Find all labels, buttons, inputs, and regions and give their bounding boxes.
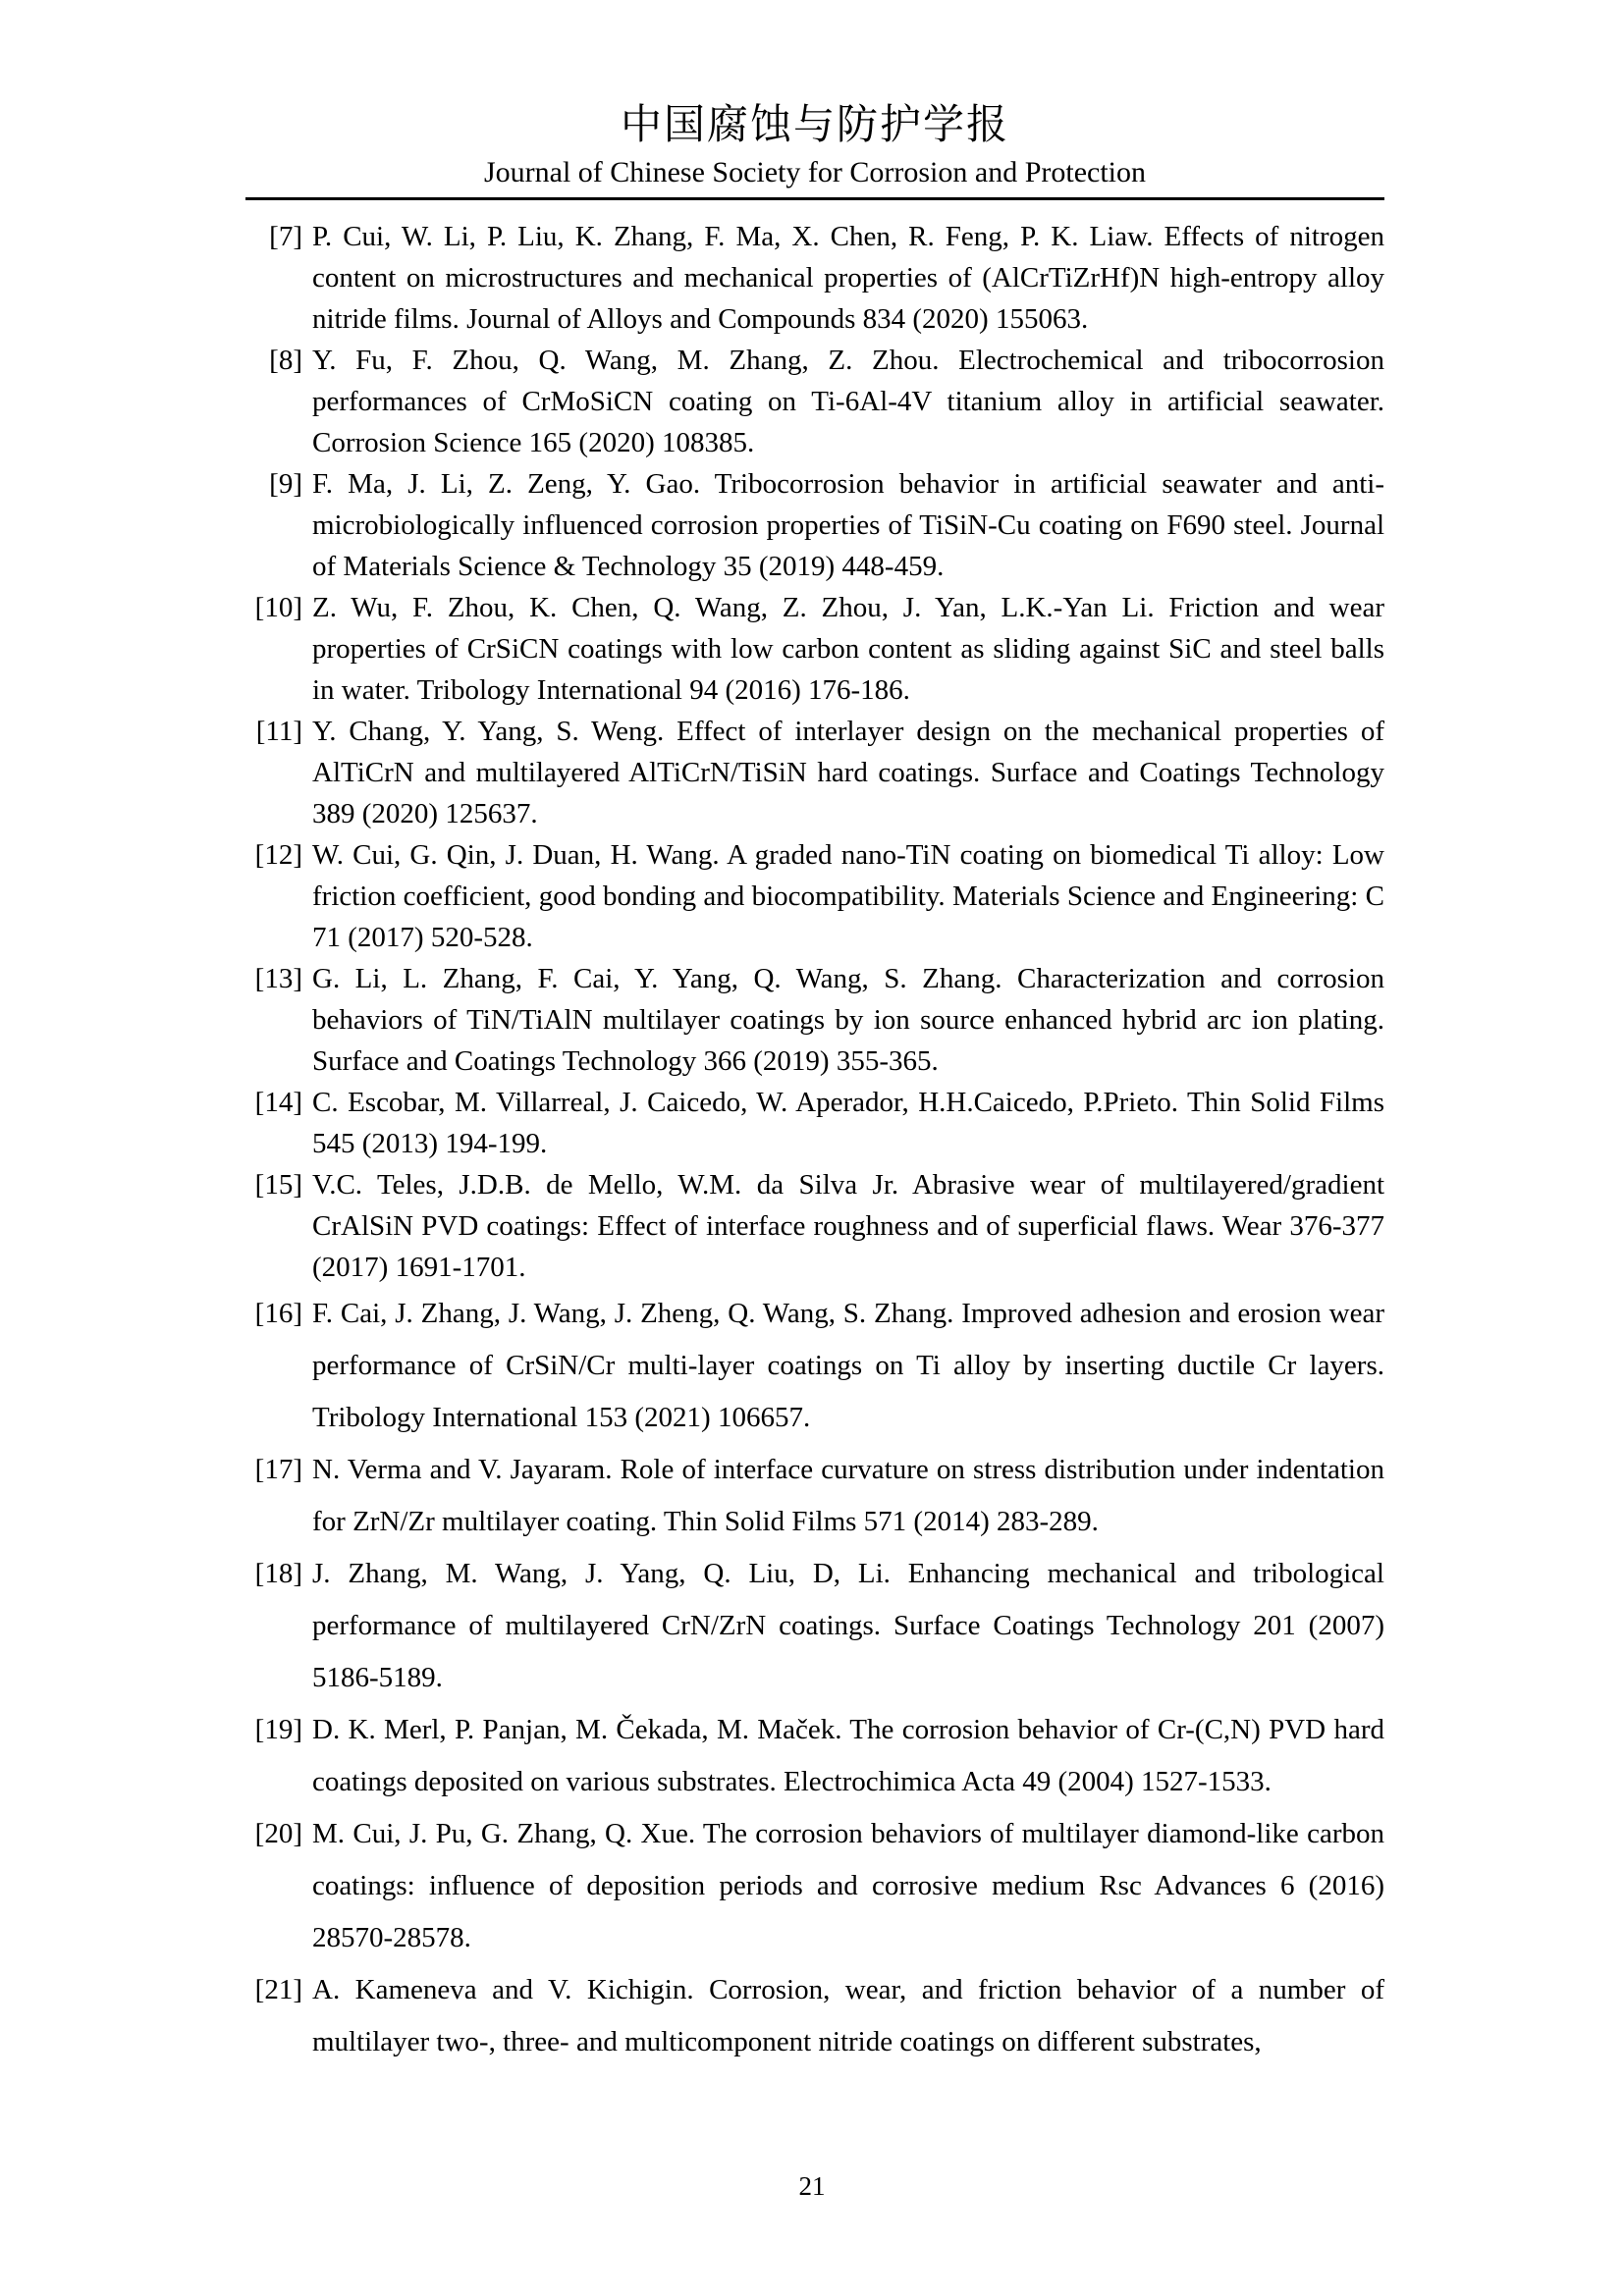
reference-text: F. Ma, J. Li, Z. Zeng, Y. Gao. Tribocorrosion behavior in artificial seawater and anti-microbiologically influenced corrosion properties of TiSiN-Cu coating on F690 steel. Journal of Materials Science & Technology 35 (2019) 448-459. — [312, 468, 1384, 582]
reference-text: J. Zhang, M. Wang, J. Yang, Q. Liu, D, Li. Enhancing mechanical and tribological performance of multilayered CrN/ZrN coatings. Surface Coatings Technology 201 (2007) 5186-5189. — [312, 1558, 1384, 1693]
reference-number: [21] — [254, 1974, 302, 2005]
header-divider — [245, 197, 1384, 200]
journal-title-chinese: 中国腐蚀与防护学报 — [620, 103, 1009, 148]
reference-item — [245, 1964, 1384, 2068]
reference-number: [12] — [254, 839, 302, 871]
reference-number: [13] — [254, 963, 302, 994]
reference-number: [8] — [269, 345, 302, 376]
reference-text: Z. Wu, F. Zhou, K. Chen, Q. Wang, Z. Zhou, J. Yan, L.K.-Yan Li. Friction and wear properties of CrSiCN coatings with low carbon content as sliding against SiC and steel balls in water. Tribology International 94 (2016) 176-186. — [312, 592, 1384, 706]
journal-header — [245, 100, 1384, 200]
reference-text: D. K. Merl, P. Panjan, M. Čekada, M. Maček. The corrosion behavior of Cr-(C,N) PVD hard coatings deposited on various substrates. Electrochimica Acta 49 (2004) 1527-1533. — [312, 1714, 1384, 1797]
reference-number: [15] — [254, 1169, 302, 1201]
reference-text: W. Cui, G. Qin, J. Duan, H. Wang. A graded nano-TiN coating on biomedical Ti alloy: Low friction coefficient, good bonding and biocompatibility. Materials Science and Engineering: C 71 (2017) 520-528. — [312, 839, 1384, 953]
reference-item — [245, 587, 1384, 711]
reference-item — [245, 958, 1384, 1082]
reference-text: M. Cui, J. Pu, G. Zhang, Q. Xue. The corrosion behaviors of multilayer diamond-like carbon coatings: influence of deposition periods and corrosive medium Rsc Advances 6 (2016) 28570-28578. — [312, 1818, 1384, 1953]
reference-text: V.C. Teles, J.D.B. de Mello, W.M. da Silva Jr. Abrasive wear of multilayered/gradient CrAlSiN PVD coatings: Effect of interface roughness and of superficial flaws. Wear 376-377 (2017) 1691-1701. — [312, 1169, 1384, 1283]
page-footer — [0, 2171, 1624, 2202]
reference-text: N. Verma and V. Jayaram. Role of interface curvature on stress distribution under indentation for ZrN/Zr multilayer coating. Thin Solid Films 571 (2014) 283-289. — [312, 1454, 1384, 1537]
reference-item — [245, 1808, 1384, 1964]
references-list — [245, 216, 1384, 2068]
page-number: 21 — [798, 2171, 826, 2201]
reference-number: [11] — [255, 716, 302, 747]
reference-text: Y. Fu, F. Zhou, Q. Wang, M. Zhang, Z. Zhou. Electrochemical and tribocorrosion performances of CrMoSiCN coating on Ti-6Al-4V titanium alloy in artificial seawater. Corrosion Science 165 (2020) 108385. — [312, 345, 1384, 458]
reference-text: G. Li, L. Zhang, F. Cai, Y. Yang, Q. Wang, S. Zhang. Characterization and corrosion behaviors of TiN/TiAlN multilayer coatings by ion source enhanced hybrid arc ion plating. Surface and Coatings Technology 366 (2019) 355-365. — [312, 963, 1384, 1077]
reference-number: [19] — [254, 1714, 302, 1745]
reference-item — [245, 216, 1384, 340]
reference-number: [18] — [254, 1558, 302, 1589]
reference-item — [245, 1082, 1384, 1164]
reference-number: [16] — [254, 1298, 302, 1329]
reference-text: F. Cai, J. Zhang, J. Wang, J. Zheng, Q. Wang, S. Zhang. Improved adhesion and erosion wear performance of CrSiN/Cr multi-layer coatings on Ti alloy by inserting ductile Cr layers. Tribology International 153 (2021) 106657. — [312, 1298, 1384, 1433]
reference-text: Y. Chang, Y. Yang, S. Weng. Effect of interlayer design on the mechanical properties of AlTiCrN and multilayered AlTiCrN/TiSiN hard coatings. Surface and Coatings Technology 389 (2020) 125637. — [312, 716, 1384, 829]
reference-number: [9] — [269, 468, 302, 500]
reference-text: P. Cui, W. Li, P. Liu, K. Zhang, F. Ma, X. Chen, R. Feng, P. K. Liaw. Effects of nitrogen content on microstructures and mechanical properties of (AlCrTiZrHf)N high-entropy alloy nitride films. Journal of Alloys and Compounds 834 (2020) 155063. — [312, 221, 1384, 335]
reference-number: [20] — [254, 1818, 302, 1849]
reference-text: C. Escobar, M. Villarreal, J. Caicedo, W. Aperador, H.H.Caicedo, P.Prieto. Thin Solid Films 545 (2013) 194-199. — [312, 1087, 1384, 1159]
reference-number: [7] — [269, 221, 302, 252]
reference-item — [245, 1444, 1384, 1548]
journal-title-english: Journal of Chinese Society for Corrosion and Protection — [483, 156, 1147, 188]
reference-item — [245, 1288, 1384, 1444]
reference-item — [245, 1548, 1384, 1704]
reference-item — [245, 340, 1384, 463]
reference-number: [14] — [254, 1087, 302, 1118]
reference-item — [245, 1704, 1384, 1808]
reference-item — [245, 1164, 1384, 1288]
reference-number: [17] — [254, 1454, 302, 1485]
reference-item — [245, 711, 1384, 834]
reference-item — [245, 834, 1384, 958]
reference-text: A. Kameneva and V. Kichigin. Corrosion, wear, and friction behavior of a number of multilayer two-, three- and multicomponent nitride coatings on different substrates, — [312, 1974, 1384, 2057]
reference-number: [10] — [254, 592, 302, 623]
reference-item — [245, 463, 1384, 587]
